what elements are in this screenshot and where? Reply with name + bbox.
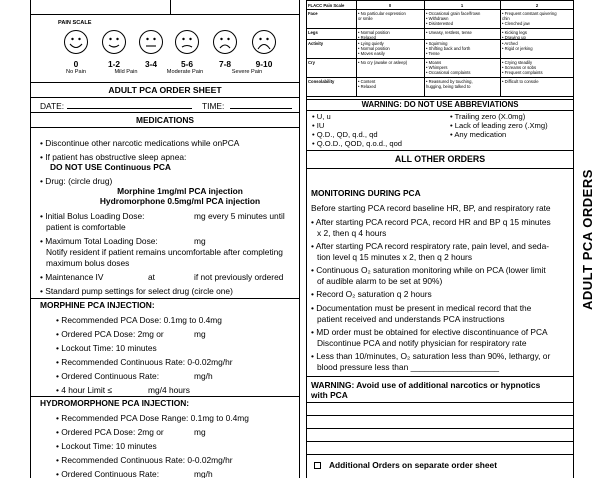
hydromorphone-item: • Ordered PCA Dose: 2mg or bbox=[56, 427, 164, 437]
flacc-cell: • Moans • Whimpers • Occasional complaints bbox=[426, 60, 471, 75]
pain-face-icon bbox=[175, 30, 199, 54]
date-label: DATE: bbox=[40, 101, 65, 111]
pain-level-number: 9-10 bbox=[255, 59, 273, 69]
med-item: Notify resident if patient remains uncomfortable after completing bbox=[46, 247, 283, 257]
med-item: mg bbox=[194, 236, 206, 246]
order-line bbox=[306, 428, 574, 429]
monitoring-bullet: of audible alarm to be set at 90%) bbox=[317, 276, 443, 286]
pain-level-number: 7-8 bbox=[218, 59, 232, 69]
monitoring-bullet: • After starting PCA record respiratory rate, pain level, and seda- bbox=[311, 241, 550, 251]
pain-level-label: Moderate Pain bbox=[166, 69, 204, 75]
order-line bbox=[306, 441, 574, 442]
flacc-cell: • Difficult to console bbox=[502, 79, 539, 84]
hydromorphone-item: mg/h bbox=[194, 469, 213, 478]
hydromorphone-item: • Lockout Time: 10 minutes bbox=[56, 441, 157, 451]
hydromorphone-item: • Ordered Continuous Rate: bbox=[56, 469, 160, 478]
monitoring-bullet: Discontinue PCA and notify physician for respiratory rate bbox=[317, 338, 527, 348]
flacc-cell: • No particular expression or smile bbox=[358, 11, 406, 21]
top-divider bbox=[170, 0, 171, 14]
med-item: • Initial Bolus Loading Dose: bbox=[40, 211, 145, 221]
abbrev-left: • Q.O.D., QOD, q.o.d., qod bbox=[312, 139, 403, 148]
drug-morphine[interactable]: Morphine 1mg/ml PCA injection bbox=[117, 186, 243, 196]
med-item: • Maintenance IV bbox=[40, 272, 104, 282]
additional-orders-label: Additional Orders on separate order sheet bbox=[329, 460, 498, 470]
drug-hydromorphone[interactable]: Hydromorphone 0.5mg/ml PCA injection bbox=[99, 196, 261, 206]
flacc-category: Activity bbox=[308, 41, 324, 46]
monitoring-bullet: • MD order must be obtained for elective discontinuance of PCA bbox=[311, 327, 548, 337]
flacc-cell: • Reassured by touching, hugging, being talked to bbox=[426, 79, 473, 89]
hydromorphone-item: mg bbox=[194, 427, 206, 437]
morphine-item: • Recommended PCA Dose: 0.1mg to 0.4mg bbox=[56, 315, 222, 325]
additional-orders-checkbox[interactable] bbox=[314, 462, 321, 469]
flacc-cell: • Content • Relaxed bbox=[358, 79, 376, 89]
morphine-item: • 4 hour Limit ≤ bbox=[56, 385, 112, 395]
morphine-item: mg/h bbox=[194, 371, 213, 381]
other-orders-title: ALL OTHER ORDERS bbox=[394, 154, 486, 164]
med-item: • Drug: (circle drug) bbox=[40, 176, 113, 186]
flacc-cell: • Lying quietly • Normal position • Moves easily bbox=[358, 41, 390, 56]
pain-face-icon bbox=[213, 30, 237, 54]
monitoring-bullet: patient received and understands PCA instructions bbox=[317, 314, 505, 324]
monitoring-bullet: blood pressure less than ___________________ bbox=[317, 362, 500, 372]
med-item: if not previously ordered bbox=[194, 272, 284, 282]
flacc-cell: • Uneasy, restless, tense bbox=[426, 30, 472, 35]
pain-face-icon bbox=[102, 30, 126, 54]
pain-level-number: 1-2 bbox=[107, 59, 121, 69]
morphine-item: • Lockout Time: 10 minutes bbox=[56, 343, 157, 353]
order-sheet-title: ADULT PCA ORDER SHEET bbox=[108, 85, 222, 95]
pain-scale-title: PAIN SCALE bbox=[58, 20, 92, 26]
morphine-header: MORPHINE PCA INJECTION: bbox=[40, 300, 155, 310]
flacc-header: 0 bbox=[388, 3, 392, 8]
narcotics-warning-2: with PCA bbox=[311, 390, 348, 400]
med-item: at bbox=[148, 272, 155, 282]
order-line bbox=[306, 402, 574, 403]
pain-level-number: 0 bbox=[73, 59, 79, 69]
abbrev-right: • Any medication bbox=[450, 130, 507, 139]
order-line bbox=[306, 454, 574, 455]
flacc-header: 2 bbox=[535, 3, 539, 8]
morphine-item: mg bbox=[194, 329, 206, 339]
hydromorphone-header: HYDROMORPHONE PCA INJECTION: bbox=[40, 398, 190, 408]
monitoring-bullet: • Continuous O₂ saturation monitoring while on PCA (lower limit bbox=[311, 265, 546, 275]
time-label: TIME: bbox=[202, 101, 225, 111]
pain-level-label: No Pain bbox=[66, 69, 86, 75]
med-item: mg every 5 minutes until bbox=[194, 211, 285, 221]
flacc-header: FLACC Pain Scale bbox=[308, 3, 345, 8]
monitoring-bullet: x 2, then q 4 hours bbox=[317, 228, 387, 238]
flacc-category: Legs bbox=[308, 30, 318, 35]
med-item: • Discontinue other narcotic medications while onPCA bbox=[40, 138, 240, 148]
medications-header: MEDICATIONS bbox=[135, 115, 194, 125]
side-title: ADULT PCA ORDERS bbox=[580, 169, 595, 310]
flacc-cell: • Arched • Rigid or jerking bbox=[502, 41, 533, 51]
monitoring-bullet: • Record O₂ saturation q 2 hours bbox=[311, 289, 432, 299]
flacc-cell: • Crying steadily • Screams or sobs • Frequent complaints bbox=[502, 60, 543, 75]
abbrev-warning-title: WARNING: DO NOT USE ABBREVIATIONS bbox=[361, 100, 519, 109]
med-warning: DO NOT USE Continuous PCA bbox=[50, 162, 171, 172]
morphine-item: • Ordered Continuous Rate: bbox=[56, 371, 160, 381]
monitoring-bullet: • Documentation must be present in medical record that the bbox=[311, 303, 532, 313]
med-item: • Standard pump settings for select drug (circle one) bbox=[40, 286, 233, 296]
flacc-category: Face bbox=[308, 11, 318, 16]
morphine-item: • Ordered PCA Dose: 2mg or bbox=[56, 329, 164, 339]
pain-face-icon bbox=[139, 30, 163, 54]
morphine-item: • Recommended Continuous Rate: 0-0.02mg/hr bbox=[56, 357, 233, 367]
pain-level-label: Severe Pain bbox=[231, 69, 263, 75]
monitoring-bullet: tion level q 15 minutes x 2, then q 2 hours bbox=[317, 252, 473, 262]
pain-face-icon bbox=[252, 30, 276, 54]
flacc-cell: • Squirming • Shifting back and forth • Tense bbox=[426, 41, 471, 56]
monitoring-header: MONITORING DURING PCA bbox=[311, 188, 421, 198]
top-rule bbox=[30, 14, 300, 15]
pain-level-label: Mild Pain bbox=[114, 69, 138, 75]
morphine-item: mg/4 hours bbox=[148, 385, 190, 395]
flacc-category: Consolability bbox=[308, 79, 335, 84]
monitoring-bullet: • Less than 10/minutes, O₂ saturation less than 90%, lethargy, or bbox=[311, 351, 551, 361]
med-item: patient is comfortable bbox=[46, 222, 126, 232]
abbrev-left: • IU bbox=[312, 121, 325, 130]
pain-face-icon bbox=[64, 30, 88, 54]
flacc-cell: • Kicking legs • Drawing up bbox=[502, 30, 527, 40]
abbrev-left: • U, u bbox=[312, 112, 331, 121]
time-field[interactable] bbox=[230, 108, 292, 109]
pain-level-number: 3-4 bbox=[144, 59, 158, 69]
pain-level-number: 5-6 bbox=[180, 59, 194, 69]
med-item: • If patient has obstructive sleep apnea: bbox=[40, 152, 187, 162]
flacc-cell: • Normal position • Relaxed bbox=[358, 30, 390, 40]
order-line bbox=[306, 415, 574, 416]
hydromorphone-item: • Recommended PCA Dose Range: 0.1mg to 0.4mg bbox=[56, 413, 249, 423]
monitoring-intro: Before starting PCA record baseline HR, BP, and respiratory rate bbox=[311, 203, 551, 213]
flacc-cell: • Occasional grain face/frown • Withdrawn • Disinterested bbox=[426, 11, 481, 26]
med-item: • Maximum Total Loading Dose: bbox=[40, 236, 158, 246]
hydromorphone-item: • Recommended Continuous Rate: 0-0.02mg/hr bbox=[56, 455, 233, 465]
narcotics-warning: WARNING: Avoid use of additional narcotics or hypnotics bbox=[311, 380, 541, 390]
abbrev-left: • Q.D., QD, q.d., qd bbox=[312, 130, 378, 139]
abbrev-right: • Lack of leading zero (.Xmg) bbox=[450, 121, 548, 130]
date-field[interactable] bbox=[67, 108, 192, 109]
flacc-cell: • Frequent constant quivering chin • Clenched jaw bbox=[502, 11, 557, 26]
med-item: maximum bolus doses bbox=[46, 258, 130, 268]
flacc-header: 1 bbox=[460, 3, 464, 8]
abbrev-right: • Trailing zero (X.0mg) bbox=[450, 112, 526, 121]
flacc-cell: • No cry (awake or asleep) bbox=[358, 60, 408, 65]
flacc-category: Cry bbox=[308, 60, 315, 65]
monitoring-bullet: • After starting PCA record PCA, record HR and BP q 15 minutes bbox=[311, 217, 551, 227]
